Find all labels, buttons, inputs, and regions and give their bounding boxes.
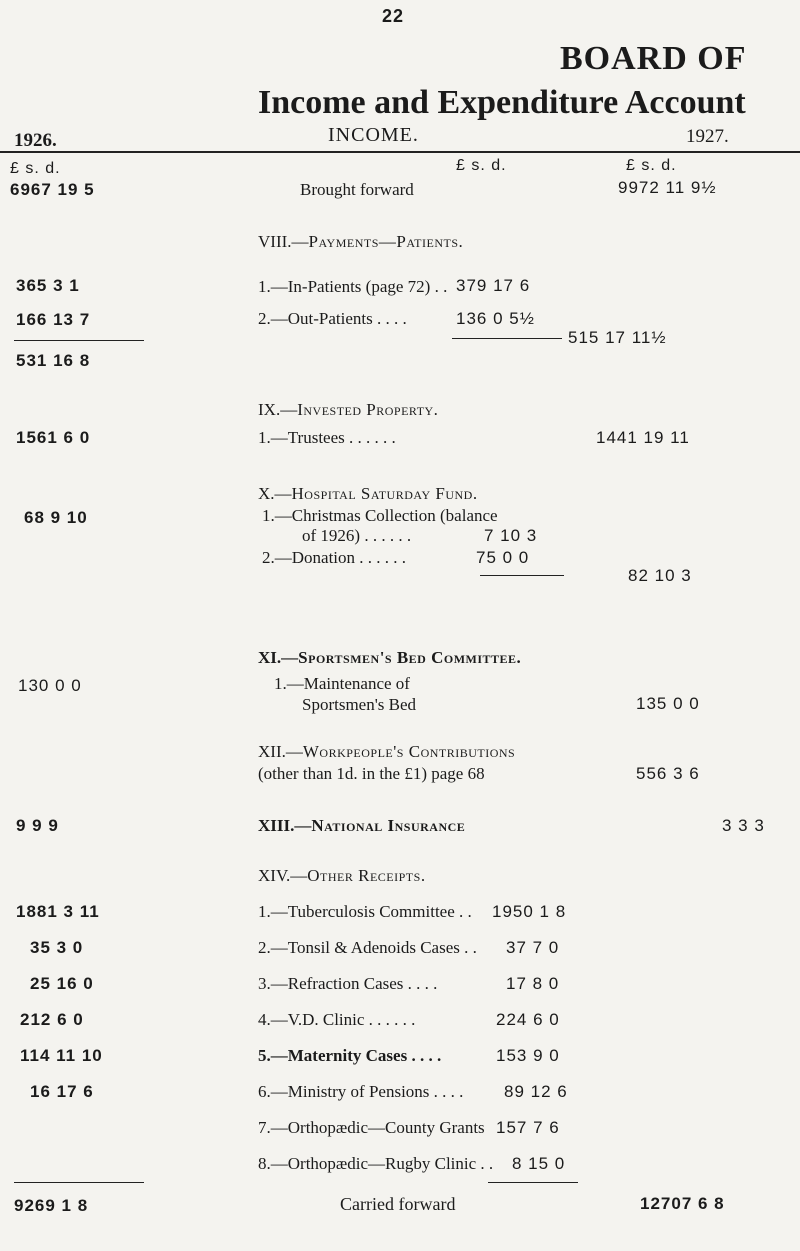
- sec14-amount-7: 157 7 6: [496, 1118, 560, 1137]
- brought-forward-prev: 6967 19 5: [10, 180, 95, 199]
- sec14-prev-1: 1881 3 11: [16, 902, 100, 921]
- sec14-prev-2: 35 3 0: [30, 938, 84, 957]
- sec14-amount-6: 89 12 6: [504, 1082, 568, 1101]
- right-lsd-header: £ s. d.: [626, 157, 677, 174]
- footer-mid-rule: [488, 1182, 578, 1183]
- sec8-prev-rule: [14, 340, 144, 341]
- sec13-prev: 9 9 9: [16, 816, 59, 835]
- sec10-heading: X.—Hospital Saturday Fund.: [258, 484, 478, 503]
- footer-label: Carried forward: [340, 1194, 456, 1214]
- sec14-label-7: 7.—Orthopædic—County Grants: [258, 1118, 485, 1137]
- year-right: 1927.: [686, 126, 729, 147]
- sec10-rule: [480, 575, 564, 576]
- brought-forward-total: 9972 11 9½: [618, 178, 717, 197]
- sec11-heading: XI.—Sportsmen's Bed Committee.: [258, 648, 522, 667]
- sec14-label-6: 6.—Ministry of Pensions . . . .: [258, 1082, 464, 1101]
- brought-forward-label: Brought forward: [300, 180, 414, 199]
- sec8-prev-1: 365 3 1: [16, 276, 80, 295]
- sec10-item1-line1: 1.—Christmas Collection (balance: [262, 506, 498, 525]
- sec14-amount-3: 17 8 0: [506, 974, 560, 993]
- page-number: 22: [382, 6, 405, 26]
- sec10-prev: 68 9 10: [24, 508, 88, 527]
- sec14-prev-4: 212 6 0: [20, 1010, 84, 1029]
- sec8-prev-2: 166 13 7: [16, 310, 91, 329]
- section-title: INCOME.: [328, 124, 419, 146]
- sec8-amount-2: 136 0 5½: [456, 309, 535, 328]
- sec14-amount-2: 37 7 0: [506, 938, 560, 957]
- sec9-heading: IX.—Invested Property.: [258, 400, 439, 419]
- sec10-total: 82 10 3: [628, 566, 692, 585]
- sec14-label-5: 5.—Maternity Cases . . . .: [258, 1046, 442, 1065]
- sec12-line2: (other than 1d. in the £1) page 68: [258, 764, 485, 783]
- sec14-prev-5: 114 11 10: [20, 1046, 103, 1065]
- sec8-total: 515 17 11½: [568, 328, 667, 347]
- sec9-total: 1441 19 11: [596, 428, 690, 447]
- sec14-label-2: 2.—Tonsil & Adenoids Cases . .: [258, 938, 477, 957]
- year-left: 1926.: [14, 130, 57, 151]
- mid-lsd-header: £ s. d.: [456, 157, 507, 174]
- sec10-item1-line2: of 1926) . . . . . .: [302, 526, 412, 545]
- sec14-prev-3: 25 16 0: [30, 974, 94, 993]
- sec11-total: 135 0 0: [636, 694, 700, 713]
- sec10-item2-label: 2.—Donation . . . . . .: [262, 548, 407, 567]
- sec11-prev: 130 0 0: [18, 676, 82, 695]
- sec14-label-1: 1.—Tuberculosis Committee . .: [258, 902, 472, 921]
- sec14-label-8: 8.—Orthopædic—Rugby Clinic . .: [258, 1154, 494, 1173]
- sec10-item1-amount: 7 10 3: [484, 526, 538, 545]
- sec14-label-3: 3.—Refraction Cases . . . .: [258, 974, 438, 993]
- sec8-rule: [452, 338, 562, 339]
- sec14-prev-6: 16 17 6: [30, 1082, 94, 1101]
- footer-prev-rule: [14, 1182, 144, 1183]
- sec9-prev: 1561 6 0: [16, 428, 91, 447]
- sec13-heading: XIII.—National Insurance: [258, 816, 466, 835]
- sec14-amount-4: 224 6 0: [496, 1010, 560, 1029]
- sec12-heading: XII.—Workpeople's Contributions: [258, 742, 516, 761]
- sec9-label: 1.—Trustees . . . . . .: [258, 428, 396, 447]
- footer-prev-total: 9269 1 8: [14, 1196, 89, 1215]
- sec8-heading: VIII.—Payments—Patients.: [258, 232, 464, 251]
- sec11-item-line1: 1.—Maintenance of: [274, 674, 410, 693]
- footer-total: 12707 6 8: [640, 1194, 725, 1213]
- sec14-amount-1: 1950 1 8: [492, 902, 567, 921]
- header-rule: [0, 151, 800, 153]
- sec14-label-4: 4.—V.D. Clinic . . . . . .: [258, 1010, 416, 1029]
- board-heading: BOARD OF: [560, 40, 747, 77]
- sec12-total: 556 3 6: [636, 764, 700, 783]
- sec8-amount-1: 379 17 6: [456, 276, 531, 295]
- sec8-label-1: 1.—In-Patients (page 72) . .: [258, 277, 448, 296]
- sec8-label-2: 2.—Out-Patients . . . .: [258, 309, 407, 328]
- sec10-item2-amount: 75 0 0: [476, 548, 530, 567]
- sec11-item-line2: Sportsmen's Bed: [302, 695, 417, 714]
- sec13-total: 3 3 3: [722, 816, 765, 835]
- page-title: Income and Expenditure Account: [258, 84, 746, 121]
- sec14-heading: XIV.—Other Receipts.: [258, 866, 426, 885]
- sec8-prev-total: 531 16 8: [16, 351, 91, 370]
- sec14-amount-8: 8 15 0: [512, 1154, 566, 1173]
- sec14-amount-5: 153 9 0: [496, 1046, 560, 1065]
- left-lsd-header: £ s. d.: [10, 160, 61, 177]
